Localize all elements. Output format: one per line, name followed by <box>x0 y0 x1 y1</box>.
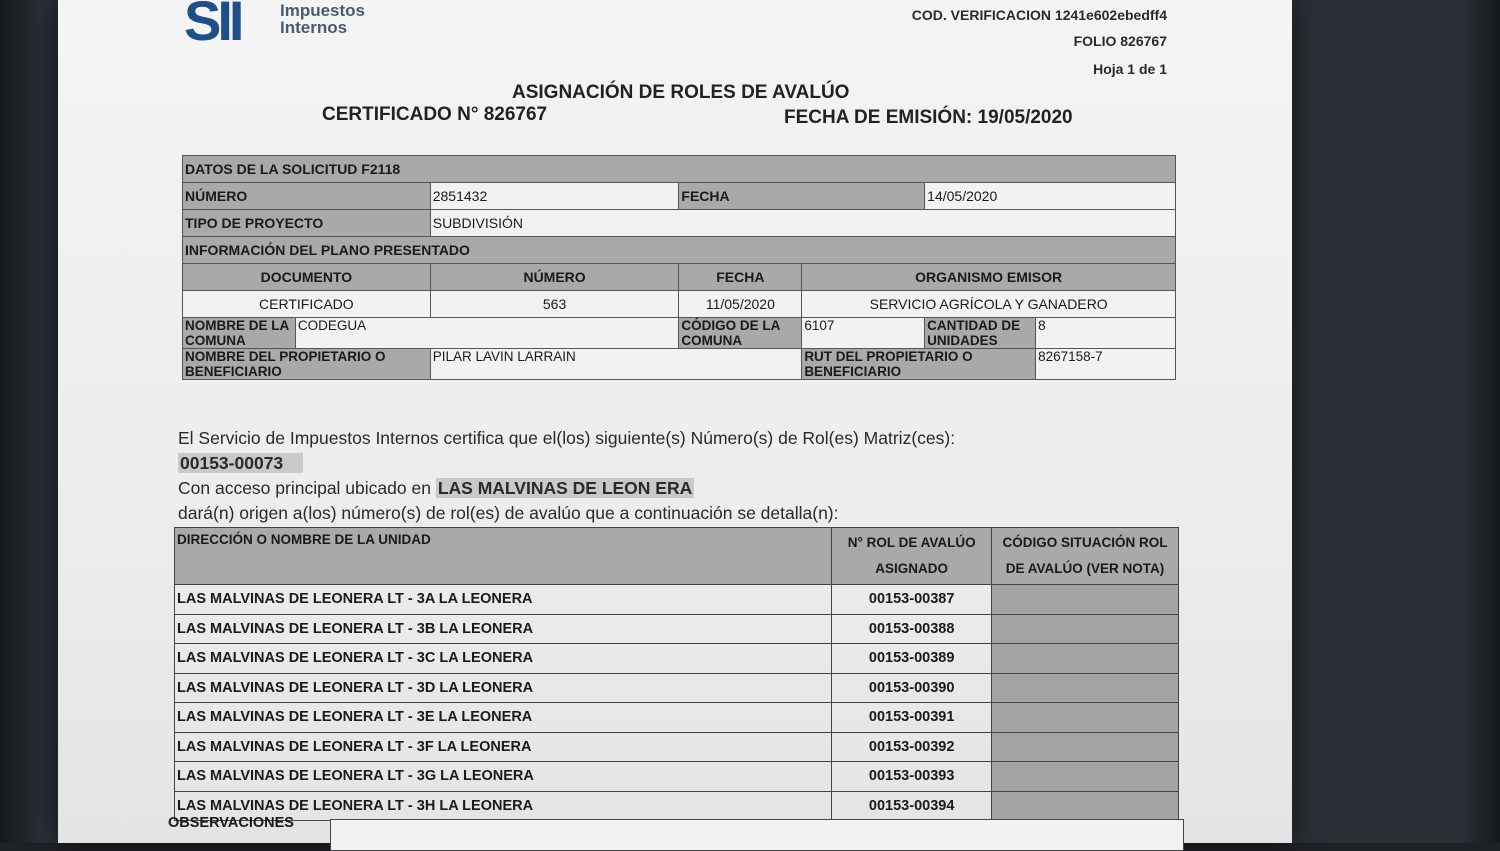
situation-code <box>992 673 1179 703</box>
logo-text-line2: Internos <box>280 18 348 37</box>
logo-text-line1: Impuestos <box>280 1 366 20</box>
situation-code <box>992 614 1179 644</box>
date-col-header: FECHA <box>679 264 802 291</box>
project-type-label: TIPO DE PROYECTO <box>183 210 431 237</box>
situation-code <box>992 585 1179 615</box>
unit-roll: 00153-00391 <box>832 703 992 733</box>
table-row <box>175 644 1179 674</box>
plan-number: 563 <box>430 291 679 318</box>
commune-code-value: 6107 <box>802 318 925 349</box>
owner-name-label: NOMBRE DEL PROPIETARIO O BENEFICIARIO <box>183 349 431 380</box>
situation-col-header: CÓDIGO SITUACIÓN ROL DE AVALÚO (VER NOTA) <box>992 528 1179 585</box>
plan-document: CERTIFICADO <box>183 291 431 318</box>
unit-address: LAS MALVINAS DE LEONERA LT - 3H LA LEONERA <box>175 791 832 821</box>
plan-info-title: INFORMACIÓN DEL PLANO PRESENTADO <box>183 237 1176 264</box>
commune-code-label: CÓDIGO DE LA COMUNA <box>679 318 802 349</box>
document-title: ASIGNACIÓN DE ROLES DE AVALÚO <box>512 82 850 103</box>
issue-date: FECHA DE EMISIÓN: 19/05/2020 <box>784 107 1073 128</box>
unit-address: LAS MALVINAS DE LEONERA LT - 3E LA LEONERA <box>175 703 832 733</box>
unit-roll: 00153-00387 <box>832 585 992 615</box>
unit-address: LAS MALVINAS DE LEONERA LT - 3C LA LEONERA <box>175 644 832 674</box>
unit-roll: 00153-00388 <box>832 614 992 644</box>
situation-code <box>992 762 1179 792</box>
sii-logo: SII <box>184 0 241 52</box>
commune-name-label: NOMBRE DE LA COMUNA <box>183 318 296 349</box>
unit-address: LAS MALVINAS DE LEONERA LT - 3B LA LEONERA <box>175 614 832 644</box>
situation-code <box>992 703 1179 733</box>
assigned-rolls-table <box>174 527 1179 821</box>
roll-col-header: N° ROL DE AVALÚO ASIGNADO <box>832 528 992 585</box>
unit-address: LAS MALVINAS DE LEONERA LT - 3G LA LEONERA <box>175 762 832 792</box>
situation-code <box>992 644 1179 674</box>
owner-name-value: PILAR LAVIN LARRAIN <box>430 349 802 380</box>
units-count-value: 8 <box>1036 318 1176 349</box>
date-label: FECHA <box>679 183 925 210</box>
table-row <box>175 585 1179 615</box>
number-col-header: NÚMERO <box>430 264 679 291</box>
observations-label: OBSERVACIONES <box>168 815 294 831</box>
access-prefix: Con acceso principal ubicado en <box>178 478 431 498</box>
commune-name-value: CODEGUA <box>295 318 678 349</box>
origin-statement: dará(n) origen a(los) número(s) de rol(es) de avalúo que a continuación se detalla(n): <box>178 503 839 523</box>
units-count-label: CANTIDAD DE UNIDADES <box>925 318 1036 349</box>
plan-date: 11/05/2020 <box>679 291 802 318</box>
owner-rut-label: RUT DEL PROPIETARIO O BENEFICIARIO <box>802 349 1036 380</box>
unit-roll: 00153-00389 <box>832 644 992 674</box>
table-row <box>175 673 1179 703</box>
table-row <box>175 614 1179 644</box>
parent-roll-value: 00153-00073 <box>178 453 303 473</box>
project-type-value: SUBDIVISIÓN <box>430 210 1175 237</box>
owner-rut-value: 8267158-7 <box>1036 349 1176 380</box>
number-value: 2851432 <box>430 183 679 210</box>
date-value: 14/05/2020 <box>925 183 1176 210</box>
unit-roll: 00153-00393 <box>832 762 992 792</box>
parent-roll-number <box>178 453 303 474</box>
unit-address: LAS MALVINAS DE LEONERA LT - 3F LA LEONERA <box>175 732 832 762</box>
access-location: LAS MALVINAS DE LEON ERA <box>437 478 693 498</box>
document-col-header: DOCUMENTO <box>183 264 431 291</box>
unit-roll: 00153-00390 <box>832 673 992 703</box>
certificate-number: CERTIFICADO N° 826767 <box>322 104 548 125</box>
issuer-col-header: ORGANISMO EMISOR <box>802 264 1176 291</box>
table-row <box>175 732 1179 762</box>
request-data-table <box>182 155 1176 380</box>
unit-roll: 00153-00392 <box>832 732 992 762</box>
sheet-number: Hoja 1 de 1 <box>1093 61 1167 77</box>
folio: FOLIO 826767 <box>1073 33 1167 49</box>
address-col-header: DIRECCIÓN O NOMBRE DE LA UNIDAD <box>175 528 832 585</box>
unit-roll: 00153-00394 <box>832 791 992 821</box>
access-statement <box>178 478 694 499</box>
certify-statement: El Servicio de Impuestos Internos certifica que el(los) siguiente(s) Número(s) de Rol(es) Matriz(ces): <box>178 428 956 448</box>
table-row <box>175 703 1179 733</box>
observations-box <box>330 819 1184 851</box>
unit-address: LAS MALVINAS DE LEONERA LT - 3A LA LEONERA <box>175 585 832 615</box>
situation-code <box>992 732 1179 762</box>
unit-address: LAS MALVINAS DE LEONERA LT - 3D LA LEONERA <box>175 673 832 703</box>
request-section-title: DATOS DE LA SOLICITUD F2118 <box>183 156 1176 183</box>
number-label: NÚMERO <box>183 183 431 210</box>
document-page <box>58 0 1292 843</box>
verification-code: COD. VERIFICACION 1241e602ebedff4 <box>911 7 1167 23</box>
plan-issuer: SERVICIO AGRÍCOLA Y GANADERO <box>802 291 1176 318</box>
table-row <box>175 791 1179 821</box>
table-row <box>175 762 1179 792</box>
situation-code <box>992 791 1179 821</box>
